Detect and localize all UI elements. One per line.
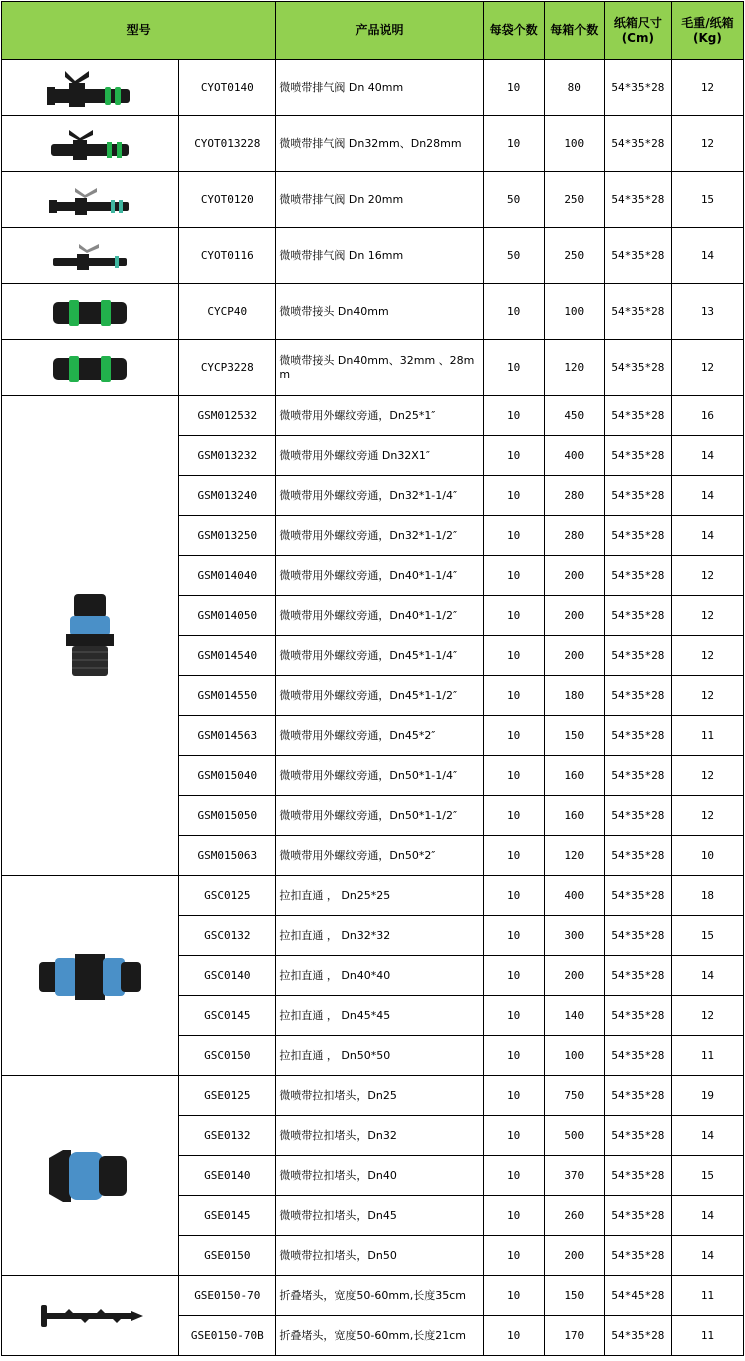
per-bag-cell: 10 — [483, 436, 544, 476]
table-row — [2, 876, 744, 916]
box-size-cell: 54*35*28 — [604, 636, 671, 676]
tape-connector-image — [2, 340, 179, 396]
weight-cell: 12 — [671, 556, 743, 596]
table-row — [2, 60, 744, 116]
model-cell: GSM014540 — [179, 636, 276, 676]
table-row — [2, 396, 744, 436]
weight-cell: 18 — [671, 876, 743, 916]
description-cell: 微喷带用外螺纹旁通，Dn40*1-1/4″ — [276, 556, 483, 596]
per-bag-cell: 10 — [483, 396, 544, 436]
per-bag-cell: 10 — [483, 916, 544, 956]
table-row — [2, 228, 744, 284]
description-cell: 微喷带用外螺纹旁通，Dn45*2″ — [276, 716, 483, 756]
header-per-box: 每箱个数 — [544, 2, 604, 60]
weight-cell: 14 — [671, 1116, 743, 1156]
per-box-cell: 250 — [544, 228, 604, 284]
weight-cell: 14 — [671, 1236, 743, 1276]
weight-cell: 12 — [671, 116, 743, 172]
weight-cell: 11 — [671, 716, 743, 756]
per-bag-cell: 10 — [483, 876, 544, 916]
description-cell: 微喷带用外螺纹旁通，Dn32*1-1/2″ — [276, 516, 483, 556]
per-bag-cell: 10 — [483, 636, 544, 676]
weight-cell: 14 — [671, 228, 743, 284]
description-cell: 微喷带排气阀 Dn 20mm — [276, 172, 483, 228]
model-cell: GSM012532 — [179, 396, 276, 436]
box-size-cell: 54*35*28 — [604, 596, 671, 636]
per-bag-cell: 10 — [483, 996, 544, 1036]
per-bag-cell: 10 — [483, 716, 544, 756]
per-bag-cell: 10 — [483, 516, 544, 556]
model-cell: CYOT0116 — [179, 228, 276, 284]
per-box-cell: 370 — [544, 1156, 604, 1196]
per-bag-cell: 10 — [483, 1196, 544, 1236]
model-cell: GSC0125 — [179, 876, 276, 916]
table-row — [2, 340, 744, 396]
box-size-cell: 54*35*28 — [604, 756, 671, 796]
per-box-cell: 200 — [544, 556, 604, 596]
per-bag-cell: 10 — [483, 284, 544, 340]
box-size-cell: 54*35*28 — [604, 916, 671, 956]
weight-cell: 10 — [671, 836, 743, 876]
weight-cell: 14 — [671, 436, 743, 476]
per-box-cell: 170 — [544, 1316, 604, 1356]
box-size-cell: 54*35*28 — [604, 340, 671, 396]
male-thread-offtake-image — [2, 396, 179, 876]
model-cell: GSM014050 — [179, 596, 276, 636]
description-cell: 微喷带用外螺纹旁通，Dn45*1-1/4″ — [276, 636, 483, 676]
weight-cell: 15 — [671, 1156, 743, 1196]
box-size-cell: 54*35*28 — [604, 436, 671, 476]
box-size-cell: 54*35*28 — [604, 516, 671, 556]
per-box-cell: 200 — [544, 956, 604, 996]
description-cell: 拉扣直通 ， Dn50*50 — [276, 1036, 483, 1076]
box-size-cell: 54*35*28 — [604, 1316, 671, 1356]
table-header-row — [2, 2, 744, 60]
weight-cell: 12 — [671, 996, 743, 1036]
model-cell: GSM014563 — [179, 716, 276, 756]
box-size-cell: 54*35*28 — [604, 1156, 671, 1196]
per-box-cell: 200 — [544, 1236, 604, 1276]
description-cell: 微喷带用外螺纹旁通，Dn50*2″ — [276, 836, 483, 876]
per-box-cell: 160 — [544, 756, 604, 796]
box-size-cell: 54*35*28 — [604, 396, 671, 436]
per-box-cell: 140 — [544, 996, 604, 1036]
model-cell: CYCP40 — [179, 284, 276, 340]
weight-cell: 11 — [671, 1276, 743, 1316]
description-cell: 微喷带拉扣堵头，Dn40 — [276, 1156, 483, 1196]
model-cell: GSM014040 — [179, 556, 276, 596]
table-row — [2, 284, 744, 340]
model-cell: GSC0150 — [179, 1036, 276, 1076]
description-cell: 微喷带拉扣堵头，Dn25 — [276, 1076, 483, 1116]
weight-cell: 12 — [671, 756, 743, 796]
per-box-cell: 160 — [544, 796, 604, 836]
weight-cell: 15 — [671, 172, 743, 228]
box-size-cell: 54*35*28 — [604, 172, 671, 228]
description-cell: 微喷带用外螺纹旁通，Dn50*1-1/4″ — [276, 756, 483, 796]
per-bag-cell: 50 — [483, 172, 544, 228]
weight-cell: 14 — [671, 956, 743, 996]
box-size-cell: 54*35*28 — [604, 1116, 671, 1156]
description-cell: 微喷带排气阀 Dn 40mm — [276, 60, 483, 116]
description-cell: 微喷带用外螺纹旁通，Dn50*1-1/2″ — [276, 796, 483, 836]
weight-cell: 12 — [671, 636, 743, 676]
description-cell: 微喷带拉扣堵头，Dn32 — [276, 1116, 483, 1156]
per-box-cell: 180 — [544, 676, 604, 716]
per-box-cell: 250 — [544, 172, 604, 228]
box-size-cell: 54*35*28 — [604, 796, 671, 836]
per-bag-cell: 10 — [483, 1116, 544, 1156]
model-cell: GSC0145 — [179, 996, 276, 1036]
header-description: 产品说明 — [276, 2, 483, 60]
description-cell: 微喷带排气阀 Dn32mm、Dn28mm — [276, 116, 483, 172]
description-cell: 微喷带排气阀 Dn 16mm — [276, 228, 483, 284]
box-size-cell: 54*35*28 — [604, 836, 671, 876]
description-cell: 拉扣直通 ， Dn40*40 — [276, 956, 483, 996]
per-box-cell: 120 — [544, 340, 604, 396]
box-size-cell: 54*35*28 — [604, 476, 671, 516]
per-box-cell: 500 — [544, 1116, 604, 1156]
description-cell: 微喷带用外螺纹旁通，Dn25*1″ — [276, 396, 483, 436]
weight-cell: 16 — [671, 396, 743, 436]
box-size-cell: 54*35*28 — [604, 284, 671, 340]
per-bag-cell: 10 — [483, 340, 544, 396]
description-cell: 微喷带用外螺纹旁通，Dn40*1-1/2″ — [276, 596, 483, 636]
model-cell: CYCP3228 — [179, 340, 276, 396]
description-cell: 微喷带用外螺纹旁通，Dn32*1-1/4″ — [276, 476, 483, 516]
weight-cell: 13 — [671, 284, 743, 340]
weight-cell: 14 — [671, 516, 743, 556]
model-cell: GSM015050 — [179, 796, 276, 836]
per-box-cell: 150 — [544, 1276, 604, 1316]
model-cell: GSE0145 — [179, 1196, 276, 1236]
box-size-cell: 54*35*28 — [604, 228, 671, 284]
weight-cell: 14 — [671, 476, 743, 516]
weight-cell: 14 — [671, 1196, 743, 1236]
box-size-cell: 54*35*28 — [604, 116, 671, 172]
exhaust-valve-20-image — [2, 172, 179, 228]
per-box-cell: 750 — [544, 1076, 604, 1116]
exhaust-valve-40-image — [2, 60, 179, 116]
model-cell: GSE0150 — [179, 1236, 276, 1276]
per-box-cell: 80 — [544, 60, 604, 116]
per-bag-cell: 10 — [483, 1076, 544, 1116]
per-bag-cell: 10 — [483, 1156, 544, 1196]
per-bag-cell: 10 — [483, 836, 544, 876]
model-cell: GSE0140 — [179, 1156, 276, 1196]
per-box-cell: 300 — [544, 916, 604, 956]
per-bag-cell: 10 — [483, 1316, 544, 1356]
description-cell: 微喷带用外螺纹旁通 Dn32X1″ — [276, 436, 483, 476]
per-box-cell: 100 — [544, 284, 604, 340]
weight-cell: 11 — [671, 1316, 743, 1356]
table-row — [2, 116, 744, 172]
box-size-cell: 54*35*28 — [604, 1076, 671, 1116]
per-bag-cell: 10 — [483, 956, 544, 996]
table-row — [2, 1276, 744, 1316]
per-box-cell: 450 — [544, 396, 604, 436]
folding-end-plug-image — [2, 1276, 179, 1356]
box-size-cell: 54*35*28 — [604, 1236, 671, 1276]
model-cell: GSM015040 — [179, 756, 276, 796]
description-cell: 微喷带用外螺纹旁通，Dn45*1-1/2″ — [276, 676, 483, 716]
model-cell: GSE0125 — [179, 1076, 276, 1116]
per-box-cell: 200 — [544, 596, 604, 636]
model-cell: GSM013250 — [179, 516, 276, 556]
box-size-cell: 54*35*28 — [604, 60, 671, 116]
weight-cell: 12 — [671, 676, 743, 716]
per-box-cell: 280 — [544, 516, 604, 556]
description-cell: 拉扣直通 ， Dn45*45 — [276, 996, 483, 1036]
exhaust-valve-16-image — [2, 228, 179, 284]
model-cell: GSE0150-70 — [179, 1276, 276, 1316]
description-cell: 微喷带接头 Dn40mm — [276, 284, 483, 340]
model-cell: GSM013240 — [179, 476, 276, 516]
lock-end-cap-image — [2, 1076, 179, 1276]
per-bag-cell: 10 — [483, 796, 544, 836]
model-cell: CYOT0120 — [179, 172, 276, 228]
model-cell: GSM015063 — [179, 836, 276, 876]
model-cell: CYOT0140 — [179, 60, 276, 116]
per-bag-cell: 10 — [483, 756, 544, 796]
header-per-bag: 每袋个数 — [483, 2, 544, 60]
per-box-cell: 100 — [544, 116, 604, 172]
model-cell: GSC0132 — [179, 916, 276, 956]
description-cell: 微喷带拉扣堵头，Dn45 — [276, 1196, 483, 1236]
model-cell: GSE0132 — [179, 1116, 276, 1156]
table-row — [2, 1076, 744, 1116]
box-size-cell: 54*35*28 — [604, 1196, 671, 1236]
per-box-cell: 200 — [544, 636, 604, 676]
model-cell: GSE0150-70B — [179, 1316, 276, 1356]
per-bag-cell: 10 — [483, 116, 544, 172]
box-size-cell: 54*35*28 — [604, 676, 671, 716]
box-size-cell: 54*35*28 — [604, 876, 671, 916]
per-bag-cell: 10 — [483, 676, 544, 716]
per-bag-cell: 10 — [483, 1236, 544, 1276]
weight-cell: 11 — [671, 1036, 743, 1076]
model-cell: GSM013232 — [179, 436, 276, 476]
per-bag-cell: 10 — [483, 556, 544, 596]
per-bag-cell: 10 — [483, 476, 544, 516]
per-box-cell: 260 — [544, 1196, 604, 1236]
model-cell: GSM014550 — [179, 676, 276, 716]
box-size-cell: 54*35*28 — [604, 716, 671, 756]
weight-cell: 12 — [671, 340, 743, 396]
description-cell: 微喷带接头 Dn40mm、32mm 、28mm — [276, 340, 483, 396]
per-bag-cell: 10 — [483, 596, 544, 636]
box-size-cell: 54*35*28 — [604, 956, 671, 996]
per-bag-cell: 10 — [483, 1276, 544, 1316]
weight-cell: 19 — [671, 1076, 743, 1116]
weight-cell: 12 — [671, 596, 743, 636]
box-size-cell: 54*35*28 — [604, 556, 671, 596]
header-model: 型号 — [2, 2, 276, 60]
per-box-cell: 400 — [544, 436, 604, 476]
description-cell: 拉扣直通 ， Dn32*32 — [276, 916, 483, 956]
description-cell: 折叠堵头，宽度50-60mm,长度21cm — [276, 1316, 483, 1356]
product-table — [1, 1, 744, 1356]
per-bag-cell: 10 — [483, 1036, 544, 1076]
description-cell: 折叠堵头，宽度50-60mm,长度35cm — [276, 1276, 483, 1316]
lock-straight-coupler-image — [2, 876, 179, 1076]
table-row — [2, 172, 744, 228]
per-box-cell: 400 — [544, 876, 604, 916]
per-box-cell: 150 — [544, 716, 604, 756]
header-box-size: 纸箱尺寸 (Cm) — [604, 2, 671, 60]
per-bag-cell: 50 — [483, 228, 544, 284]
box-size-cell: 54*35*28 — [604, 1036, 671, 1076]
header-weight: 毛重/纸箱 (Kg) — [671, 2, 743, 60]
per-box-cell: 100 — [544, 1036, 604, 1076]
model-cell: CYOT013228 — [179, 116, 276, 172]
box-size-cell: 54*45*28 — [604, 1276, 671, 1316]
per-box-cell: 280 — [544, 476, 604, 516]
model-cell: GSC0140 — [179, 956, 276, 996]
description-cell: 微喷带拉扣堵头，Dn50 — [276, 1236, 483, 1276]
weight-cell: 12 — [671, 796, 743, 836]
description-cell: 拉扣直通 ， Dn25*25 — [276, 876, 483, 916]
box-size-cell: 54*35*28 — [604, 996, 671, 1036]
exhaust-valve-32-image — [2, 116, 179, 172]
per-bag-cell: 10 — [483, 60, 544, 116]
weight-cell: 15 — [671, 916, 743, 956]
weight-cell: 12 — [671, 60, 743, 116]
tape-connector-image — [2, 284, 179, 340]
per-box-cell: 120 — [544, 836, 604, 876]
